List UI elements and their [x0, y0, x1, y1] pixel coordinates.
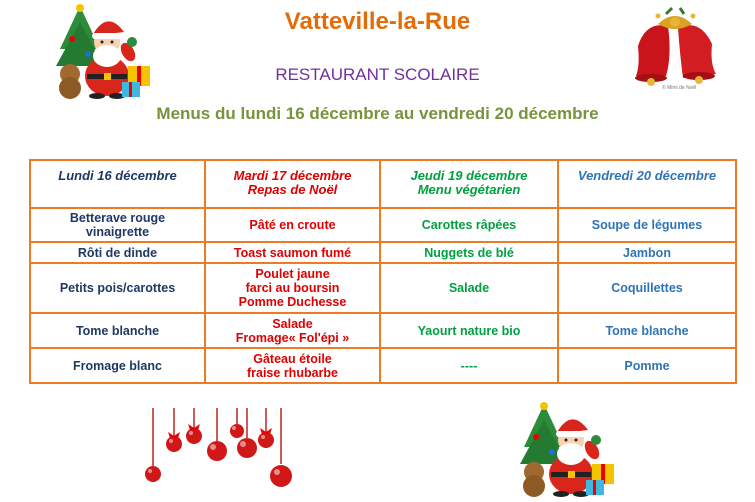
- menu-cell: Soupe de légumes: [558, 208, 736, 242]
- menu-cell: Tome blanche: [30, 313, 205, 348]
- menu-cell: Fromage blanc: [30, 348, 205, 383]
- santa-icon: [516, 402, 621, 497]
- restaurant-subtitle: RESTAURANT SCOLAIRE: [275, 65, 480, 84]
- menu-cell: Jambon: [558, 242, 736, 263]
- image-credit: © Mimi de Noël: [662, 85, 697, 91]
- column-header-tuesday: Mardi 17 décembre Repas de Noël: [205, 160, 380, 208]
- table-row: [30, 263, 736, 313]
- menu-cell: Pomme: [558, 348, 736, 383]
- menu-cell: ----: [380, 348, 558, 383]
- table-row: [30, 242, 736, 263]
- menu-cell: Salade Fromage« Fol'épi »: [205, 313, 380, 348]
- town-title: Vatteville-la-Rue: [284, 8, 471, 35]
- menu-cell: Rôti de dinde: [30, 242, 205, 263]
- menu-cell: Nuggets de blé: [380, 242, 558, 263]
- menu-cell: Pâté en croute: [205, 208, 380, 242]
- menu-cell: Carottes râpées: [380, 208, 558, 242]
- menu-cell: Salade: [380, 263, 558, 313]
- menu-table: [29, 159, 737, 384]
- table-row: [30, 348, 736, 383]
- menu-cell: Poulet jaune farci au boursin Pomme Duchesse: [205, 263, 380, 313]
- column-header-friday: Vendredi 20 décembre: [558, 160, 736, 208]
- menu-cell: Coquillettes: [558, 263, 736, 313]
- menu-cell: Yaourt nature bio: [380, 313, 558, 348]
- menu-cell: Tome blanche: [558, 313, 736, 348]
- menu-cell: Toast saumon fumé: [205, 242, 380, 263]
- column-header-thursday: Jeudi 19 décembre Menu végétarien: [380, 160, 558, 208]
- table-row: [30, 208, 736, 242]
- menu-cell: Betterave rouge vinaigrette: [30, 208, 205, 242]
- hanging-baubles-icon: [140, 404, 300, 496]
- week-dates: Menus du lundi 16 décembre au vendredi 20 décembre: [156, 104, 599, 123]
- table-header-row: [30, 160, 736, 208]
- table-row: [30, 313, 736, 348]
- column-header-monday: Lundi 16 décembre: [30, 160, 205, 208]
- menu-cell: Petits pois/carottes: [30, 263, 205, 313]
- menu-cell: Gâteau étoile fraise rhubarbe: [205, 348, 380, 383]
